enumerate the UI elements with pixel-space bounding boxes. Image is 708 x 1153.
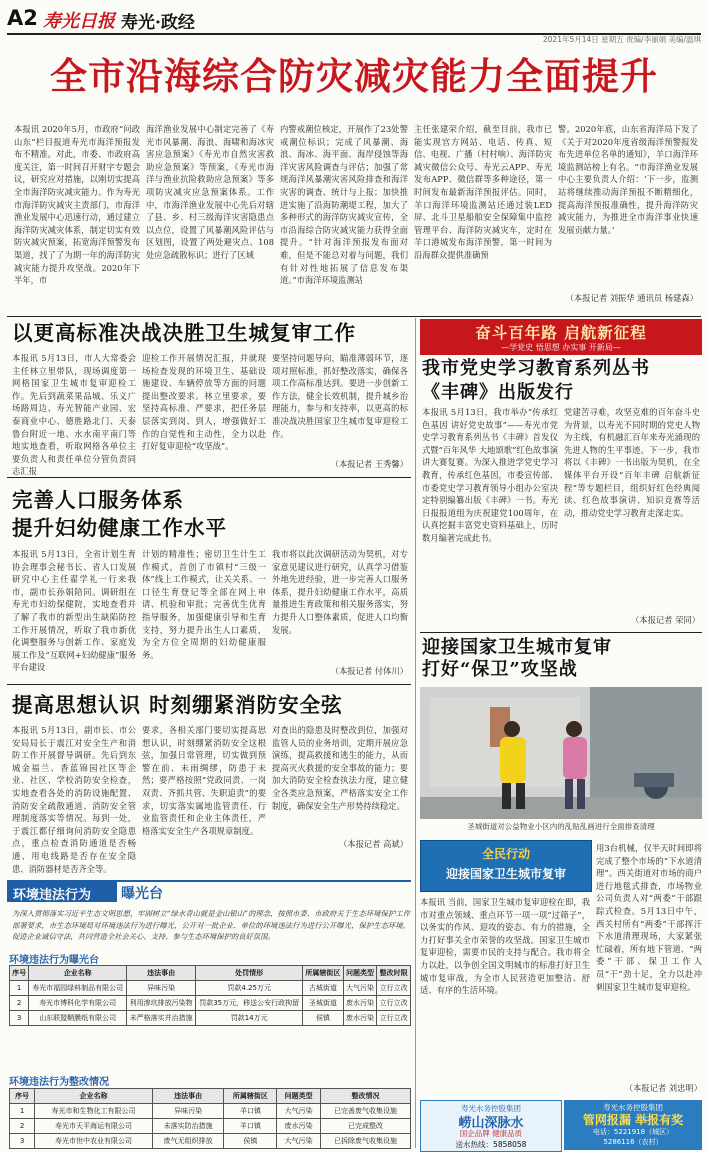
table-cell: 3 <box>10 1011 29 1026</box>
table-row <box>10 1104 411 1119</box>
a2-byline: （本报记者 付体川） <box>330 666 408 676</box>
a3-headline: 提高思想认识 时刻绷紧消防安全弦 <box>12 693 343 717</box>
ad-leak-report[interactable] <box>564 1100 702 1150</box>
ad-water-brand: 崂山深脉水 <box>458 1116 524 1131</box>
b1-headline-2: 《丰碑》出版发行 <box>422 382 574 403</box>
divider <box>7 477 411 478</box>
table-cell: 废水污染 <box>343 996 377 1011</box>
table-cell: 立行立改 <box>377 1011 411 1026</box>
table-cell: 大气污染 <box>277 1104 321 1119</box>
a1-col-2: 迎检工作开展情况汇报，并就现场检查发现的环境卫生、基础设施建设、车辆停放等方面的问题提出整改要求。林立里要求，要坚持高标准、严要求，把任务层层落实到岗、到人，增强做好工作的自觉性和主动性，全力以赴打好复审迎检“攻坚战”。 <box>142 353 266 452</box>
table-cell: 异味污染 <box>152 1104 223 1119</box>
exposure-table <box>9 965 411 1026</box>
ad-water-company: 寿光水务控股集团 <box>461 1104 521 1113</box>
b1-col-2: 党建苦寻难，攻坚克难的百年奋斗史为背景，以寿光不同时期的党史人物为主线，有机融汇百年来寿光涌现的先进人物的生平事迹。下一步，我市将以《丰碑》一书出版为契机，在全媒体平台开设“百年丰碑 启航新征程”等专题栏目，组织好红色经典阅读、红色故事演讲、知识竞赛等活动，推动党史学习教育走深走实。 <box>564 407 700 518</box>
a1-col-3: 要坚持问题导向，瞄准薄弱环节，逐项对照标准，抓好整改落实，确保各项工作高标准达到。要进一步创新工作方法，健全长效机制，提升城乡治理能力，参与和支持率，以更高的标准决战决胜国家卫生城市复审迎检工作。 <box>272 353 408 439</box>
table-cell: 利用渗坑排放污染物 <box>127 996 196 1011</box>
env-intro: 为深入贯彻落实习近平生态文明思想，牢固树立“绿水青山就是金山银山”的理念，按照市委、市政府关于生态环境保护工作部署要求，市生态环境局对环境违法行为进行曝光，公开对一批企业、单位的环境违法行为进行公开曝光，保护生态环境，促进企业诚信守法，共同营造全社会关心、支持、参与生态环境保护的良好氛围。 <box>12 909 410 941</box>
table-cell: 立行立改 <box>377 996 411 1011</box>
ad-leak-phone-1: 电话：5221918（城区） <box>592 1128 674 1136</box>
ad-water[interactable] <box>420 1100 562 1152</box>
date-line: 2021年5月14日 星期五 责编/李丽娟 美编/温琪 <box>542 35 701 44</box>
env-tab-suffix: 曝光台 <box>121 886 163 902</box>
table-cell: 大气污染 <box>277 1134 321 1149</box>
table-cell: 废气无组织排放 <box>152 1134 223 1149</box>
table-header-cell: 问题类型 <box>277 1089 321 1104</box>
table-header-cell: 企业名称 <box>35 1089 153 1104</box>
masthead <box>7 4 701 44</box>
table-header-cell: 问题类型 <box>343 966 377 981</box>
table-header-cell: 整改时限 <box>377 966 411 981</box>
table-cell: 异味污染 <box>127 981 196 996</box>
news-photo <box>420 687 702 819</box>
ad-leak-title: 管网报漏 举报有奖 <box>582 1113 684 1127</box>
env-tab-title: 环境违法行为 <box>13 888 92 903</box>
lead-col-5: 警。2020年底，山东省海洋局下发了《关于对2020年度省级海洋预警报发布先进单位名单的通知》，羊口海洋环境监测站榜上有名。“市海洋渔业发展中心主要负责人介绍：‘下一步，监测站将继续推动海洋预报不断精细化，提高海洋预报准确性，提升海洋防灾减灾能力，为推进全市海洋事业快速发展贡献力量。’ <box>558 124 698 235</box>
table-row <box>10 1119 411 1134</box>
rectification-table <box>9 1088 411 1149</box>
page-number: A2 <box>7 6 38 30</box>
table-header-cell: 违法事由 <box>152 1089 223 1104</box>
table-cell: 寿光市博科化学有限公司 <box>29 996 127 1011</box>
table-cell: 羊口镇 <box>224 1104 277 1119</box>
table-cell: 3 <box>10 1134 35 1149</box>
table-cell: 未严格落实并治措施 <box>127 1011 196 1026</box>
table-header-cell: 所属辖街区 <box>224 1089 277 1104</box>
table-header-cell: 企业名称 <box>29 966 127 981</box>
party-banner <box>420 319 702 355</box>
ad-leak-phone-2: 5286116（农村） <box>603 1138 663 1146</box>
table-cell: 已完成整改 <box>320 1119 410 1134</box>
table-row <box>10 1011 411 1026</box>
table-cell: 罚款35万元，移送公安行政拘留 <box>196 996 303 1011</box>
table-cell: 已完善废气收集设施 <box>320 1104 410 1119</box>
lead-col-4: 主任张建荣介绍，截至目前，我市已能实现官方网站、电话、传真、短信、电视、广播（村村响）、海洋防灾减灾微信公众号、寿光云APP、寿光发布APP、微信群等多种途径，第一时间发布最新海洋预报评估。同时，羊口海洋环境监测站还通过装LED屏、北斗卫星船舶安全保障集中监控管理平台、海洋防灾减灾车，定时在羊口港城发布海洋预警，第一时间为沿海群众提供准确预 <box>414 124 552 260</box>
env-tab <box>7 882 117 902</box>
a2-col-3: 我市将以此次调研活动为契机，对专家意见建议进行研究，认真学习借鉴外地先进经验，进一步完善人口服务体系，提升妇幼健康工作水平，高质量推进生育政策和相关服务落实，努力提升人口整体素质，促进人口均衡发展。 <box>272 549 408 635</box>
table-cell: 山东联盟鞘膜纸有限公司 <box>29 1011 127 1026</box>
table-cell: 圣城街道 <box>303 996 344 1011</box>
banner-title: 奋斗百年路 启航新征程 <box>475 323 647 342</box>
table-row <box>10 981 411 996</box>
inset-line-2: 迎接国家卫生城市复审 <box>445 867 566 881</box>
a3-col-3: 对查出的隐患及时整改到位，加强对监管人员的业务培训，定期开展应急演练，提高救援和逃生的能力，从而提高灭火救援的安全事故的能力；要加大消防安全检查执法力度，建立健全各类应急预案，严格落实安全工作制度，确保安全生产形势持续稳定。 <box>272 725 408 811</box>
a1-headline: 以更高标准决战决胜卫生城复审工作 <box>12 321 356 345</box>
a3-col-1: 本报讯 5月13日，副市长、市公安局局长于震江对安全生产和消防工作开展督导调研。先后到东城金福兰、香蓝锦园社区等企业、社区、学校消防安全检查，实地查看各处的消防设施配置、消防安全疏散通道、消防安全管理制度落实等情况。每到一处，于震江都仔细询问消防安全隐患点，重点检查消防通道是否畅通、用电线路是否存在安全隐患、消防器材是否齐全等。 <box>12 725 136 874</box>
table-cell: 罚款14万元 <box>196 1011 303 1026</box>
inset-line-1: 全民行动 <box>481 847 530 861</box>
lead-col-1: 本报讯 2020年5月，市政府“问政山东”栏目报道寿光市海洋预报发布不精准。对此，市委、市政府高度关注，第一时间召开财字专题会议，研究应对措施，以刚切实提高全市海洋防灾减灾能力。作为寿光市海洋防灾减灾主责部门，市海洋渔业发展中心迅速行动，通过建立海洋防灾减灾体系，制定切实有效防灾减灾预案，拓宽海洋预警发布渠道，找了了为期一年的海洋防灾减灾能力提升攻坚战。2020年下半年，市 <box>14 124 140 286</box>
table2-title: 环境违法行为整改情况 <box>9 1077 109 1088</box>
lead-headline: 全市沿海综合防灾减灾能力全面提升 <box>50 54 658 98</box>
b1-byline: （本报记者 荣同） <box>630 615 700 625</box>
a2-col-2: 计划的精准性；密切卫生计生工作模式，首创了市镇村“三级一体”线上工作模式，让关关系、一口径生育登记等全部在网上申请、机验和审批；完善优生优育指导服务，加强健康引导和生育支持，努力提升出生人口素质，为全方位全周期的妇幼健康服务。 <box>142 549 266 660</box>
a3-col-2: 要求，各相关部门要切实提高思想认识，时刻绷紧消防安全这根弦，加强日常管理，切实做到预警在前、未雨绸缪，防患于未然；要严格按照“党政同责、一岗双责、齐抓共管、失职追责”的要求，切实落实属地监管责任、行业监管责任和企业主体责任，严格落实安全生产各项规章制度。 <box>142 725 266 836</box>
b1-headline-1: 我市党史学习教育系列丛书 <box>422 358 650 379</box>
table-cell: 1 <box>10 1104 35 1119</box>
table-header-cell: 序号 <box>10 1089 35 1104</box>
table-header-cell: 处罚情形 <box>196 966 303 981</box>
column-separator <box>415 318 416 1148</box>
table-row <box>10 1134 411 1149</box>
table-cell: 寿光市天平海运有限公司 <box>35 1119 153 1134</box>
photo-caption: 圣城街道对公益物业小区内的乱贴乱画进行全面排查清理 <box>467 822 655 831</box>
ad-water-slogan: 国企品牌 健康品质 <box>459 1129 523 1138</box>
table-cell: 大气污染 <box>343 981 377 996</box>
table-cell: 侯镇 <box>303 1011 344 1026</box>
a1-col-1: 本报讯 5月13日，市人大常委会主任林立里带队，现场调度第一网格国家卫生城市复审迎检工作。先后到蔬菜果品城、乐义广场路周边、寿光智能产业园、宏泰商业中心、德胜路北门、天泰鲁台附近一地、水水南平南门等地实地查看，听取网格各单位主要负责人和责任单位分管负责同志汇报 <box>12 353 136 477</box>
banner-subtitle: —学党史 悟思想 办实事 开新局— <box>501 343 621 352</box>
table-cell: 寿光市世中农业有限公司 <box>35 1134 153 1149</box>
a2-col-1: 本报讯 5月13日，全省计划生育协会理事会秘书长、省人口发展研究中心主任翟学礼一行来我市，副市长孙娟陪同。调研组在寿光市妇幼保健院，实地查看并了解了我市的新型出生缺陷防控工作开展情况，听取了我市新优化调整服务与创新工作、家庭发展工作及“互联网+妇幼健康”服务平台建设 <box>12 549 136 673</box>
b2-col-right: 用3台机械，仅半天时间即将完成了整个市场的“下水道清理”。西关街道对市场的商户进行地毯式排查，市场物业公司负责人对“两委”干部跟踪式检查。5月13日中午，西关村所有“两委”干部挥汗下水道清理现场，大家紧张忙碌着，所有地下管道、“两委”干部、保卫工作人员“干”劲十足，全力以赴冲刺国家卫生城市复审迎检。 <box>596 843 702 992</box>
table-header-cell: 违法事由 <box>127 966 196 981</box>
table-cell: 2 <box>10 1119 35 1134</box>
table-cell: 已拆除废气收集设施 <box>320 1134 410 1149</box>
b2-headline-1: 迎接国家卫生城市复审 <box>422 637 612 658</box>
table-cell: 羊口镇 <box>224 1119 277 1134</box>
table-cell: 1 <box>10 981 29 996</box>
table-cell: 古城街道 <box>303 981 344 996</box>
table-cell: 罚款4.25万元 <box>196 981 303 996</box>
b1-col-1: 本报讯 5月13日，我市举办“传承红色基因 讲好党史故事”——寿光市党史学习教育系列丛书《丰碑》首发仪式暨“百年风华 大地颂歌”红色故事演讲大赛复赛。为深入推进学党史学习教育，传承红色基因，市委宣传部、市委党史学习教育领导小组办公室决定特别编纂出版《丰碑》一书。寿光日报报道组为庆祝建党100周年，在认真挖掘丰富党史资料基础上，历时数月编著完成此书。 <box>422 407 558 543</box>
paper-logo: 寿光日报 <box>43 11 115 32</box>
table-cell: 侯镇 <box>224 1134 277 1149</box>
a2-headline-1: 完善人口服务体系 <box>12 488 184 512</box>
lead-col-3: 内警戒潮位核定，开展作了23处警戒潮位标识；完成了风暴潮、海浪、海冰、海平面、海岸侵蚀等海洋灾害风险调查与评估；加强了常规海洋风暴潮灾害风险排查和海洋灾害的调查、统计与上报；加快推进实施了沿海防潮堤工程，加大了多种形式的海洋防灾减灾宣传，全市沿海综合防灾减灾能力获得全面提升。“针对海洋预报发布面对难，但是不能总对着与问题，我们有针对性地拓展了信息发布渠道。”市海洋环境监测站 <box>280 124 408 286</box>
table-cell: 立行立改 <box>377 981 411 996</box>
b2-headline-2: 打好“保卫”攻坚战 <box>422 659 578 680</box>
masthead-rule <box>7 33 701 35</box>
divider <box>7 316 701 317</box>
b2-col-left: 本报讯 当前，国家卫生城市复审迎检在即，我市对重点领域、重点环节一项一项“过筛子”，以务实的作风、迎攻的姿态、有力的措施，全力打好事关全市荣誉的攻坚战。国家卫生城市复审迎检，需要市民的支持与配合。我市将全力以赴，以争创全国文明城市的标准打好卫生城市复审战，为全市人民营造更加整洁、舒适、有序的生活环境。 <box>420 897 590 996</box>
a3-byline: （本报记者 高斌） <box>338 839 408 849</box>
table-cell: 未落实防治措施 <box>152 1119 223 1134</box>
table-cell: 寿光市福园绿料制品有限公司 <box>29 981 127 996</box>
inset-badge <box>420 840 592 892</box>
table-header-cell: 整改情况 <box>320 1089 410 1104</box>
table-header-cell: 序号 <box>10 966 29 981</box>
divider <box>7 684 411 685</box>
lead-col-2: 海洋渔业发展中心制定完善了《寿光市风暴潮、海浪、海啸和海冰灾害应急预案》《寿光市自然灾害救助应急预案》等预案，《寿光市海洋与渔业抗险救助应急预案》等多项防灾减灾应急预案体系。工作中，市海洋渔业发展中心先后对辖了县、乡、村三级海洋灾害隐患点以点位，设置了风暴潮风险评估与区划图，设置了两处避灾点、108处应急疏散标识；进行了区域 <box>146 124 274 260</box>
table-header-cell: 所属辖街区 <box>303 966 344 981</box>
b2-byline: （本报记者 刘忠明） <box>624 1083 702 1093</box>
a1-byline: （本报记者 王秀馨） <box>330 459 408 469</box>
table-row <box>10 996 411 1011</box>
a2-headline-2: 提升妇幼健康工作水平 <box>12 516 227 540</box>
table-cell: 废水污染 <box>343 1011 377 1026</box>
table1-title: 环境违法行为曝光台 <box>9 955 99 966</box>
table-cell: 2 <box>10 996 29 1011</box>
divider <box>420 632 702 633</box>
table-cell: 寿光市和生物化工有限公司 <box>35 1104 153 1119</box>
ad-leak-company: 寿光水务控股集团 <box>603 1103 663 1112</box>
section-title: 寿光·政经 <box>121 13 195 33</box>
photo-illustration <box>420 687 702 819</box>
lead-byline: （本报记者 刘振华 通讯员 杨建森） <box>565 293 698 303</box>
table-cell: 废水污染 <box>277 1119 321 1134</box>
ad-water-phone: 送水热线：5858058 <box>455 1140 527 1149</box>
